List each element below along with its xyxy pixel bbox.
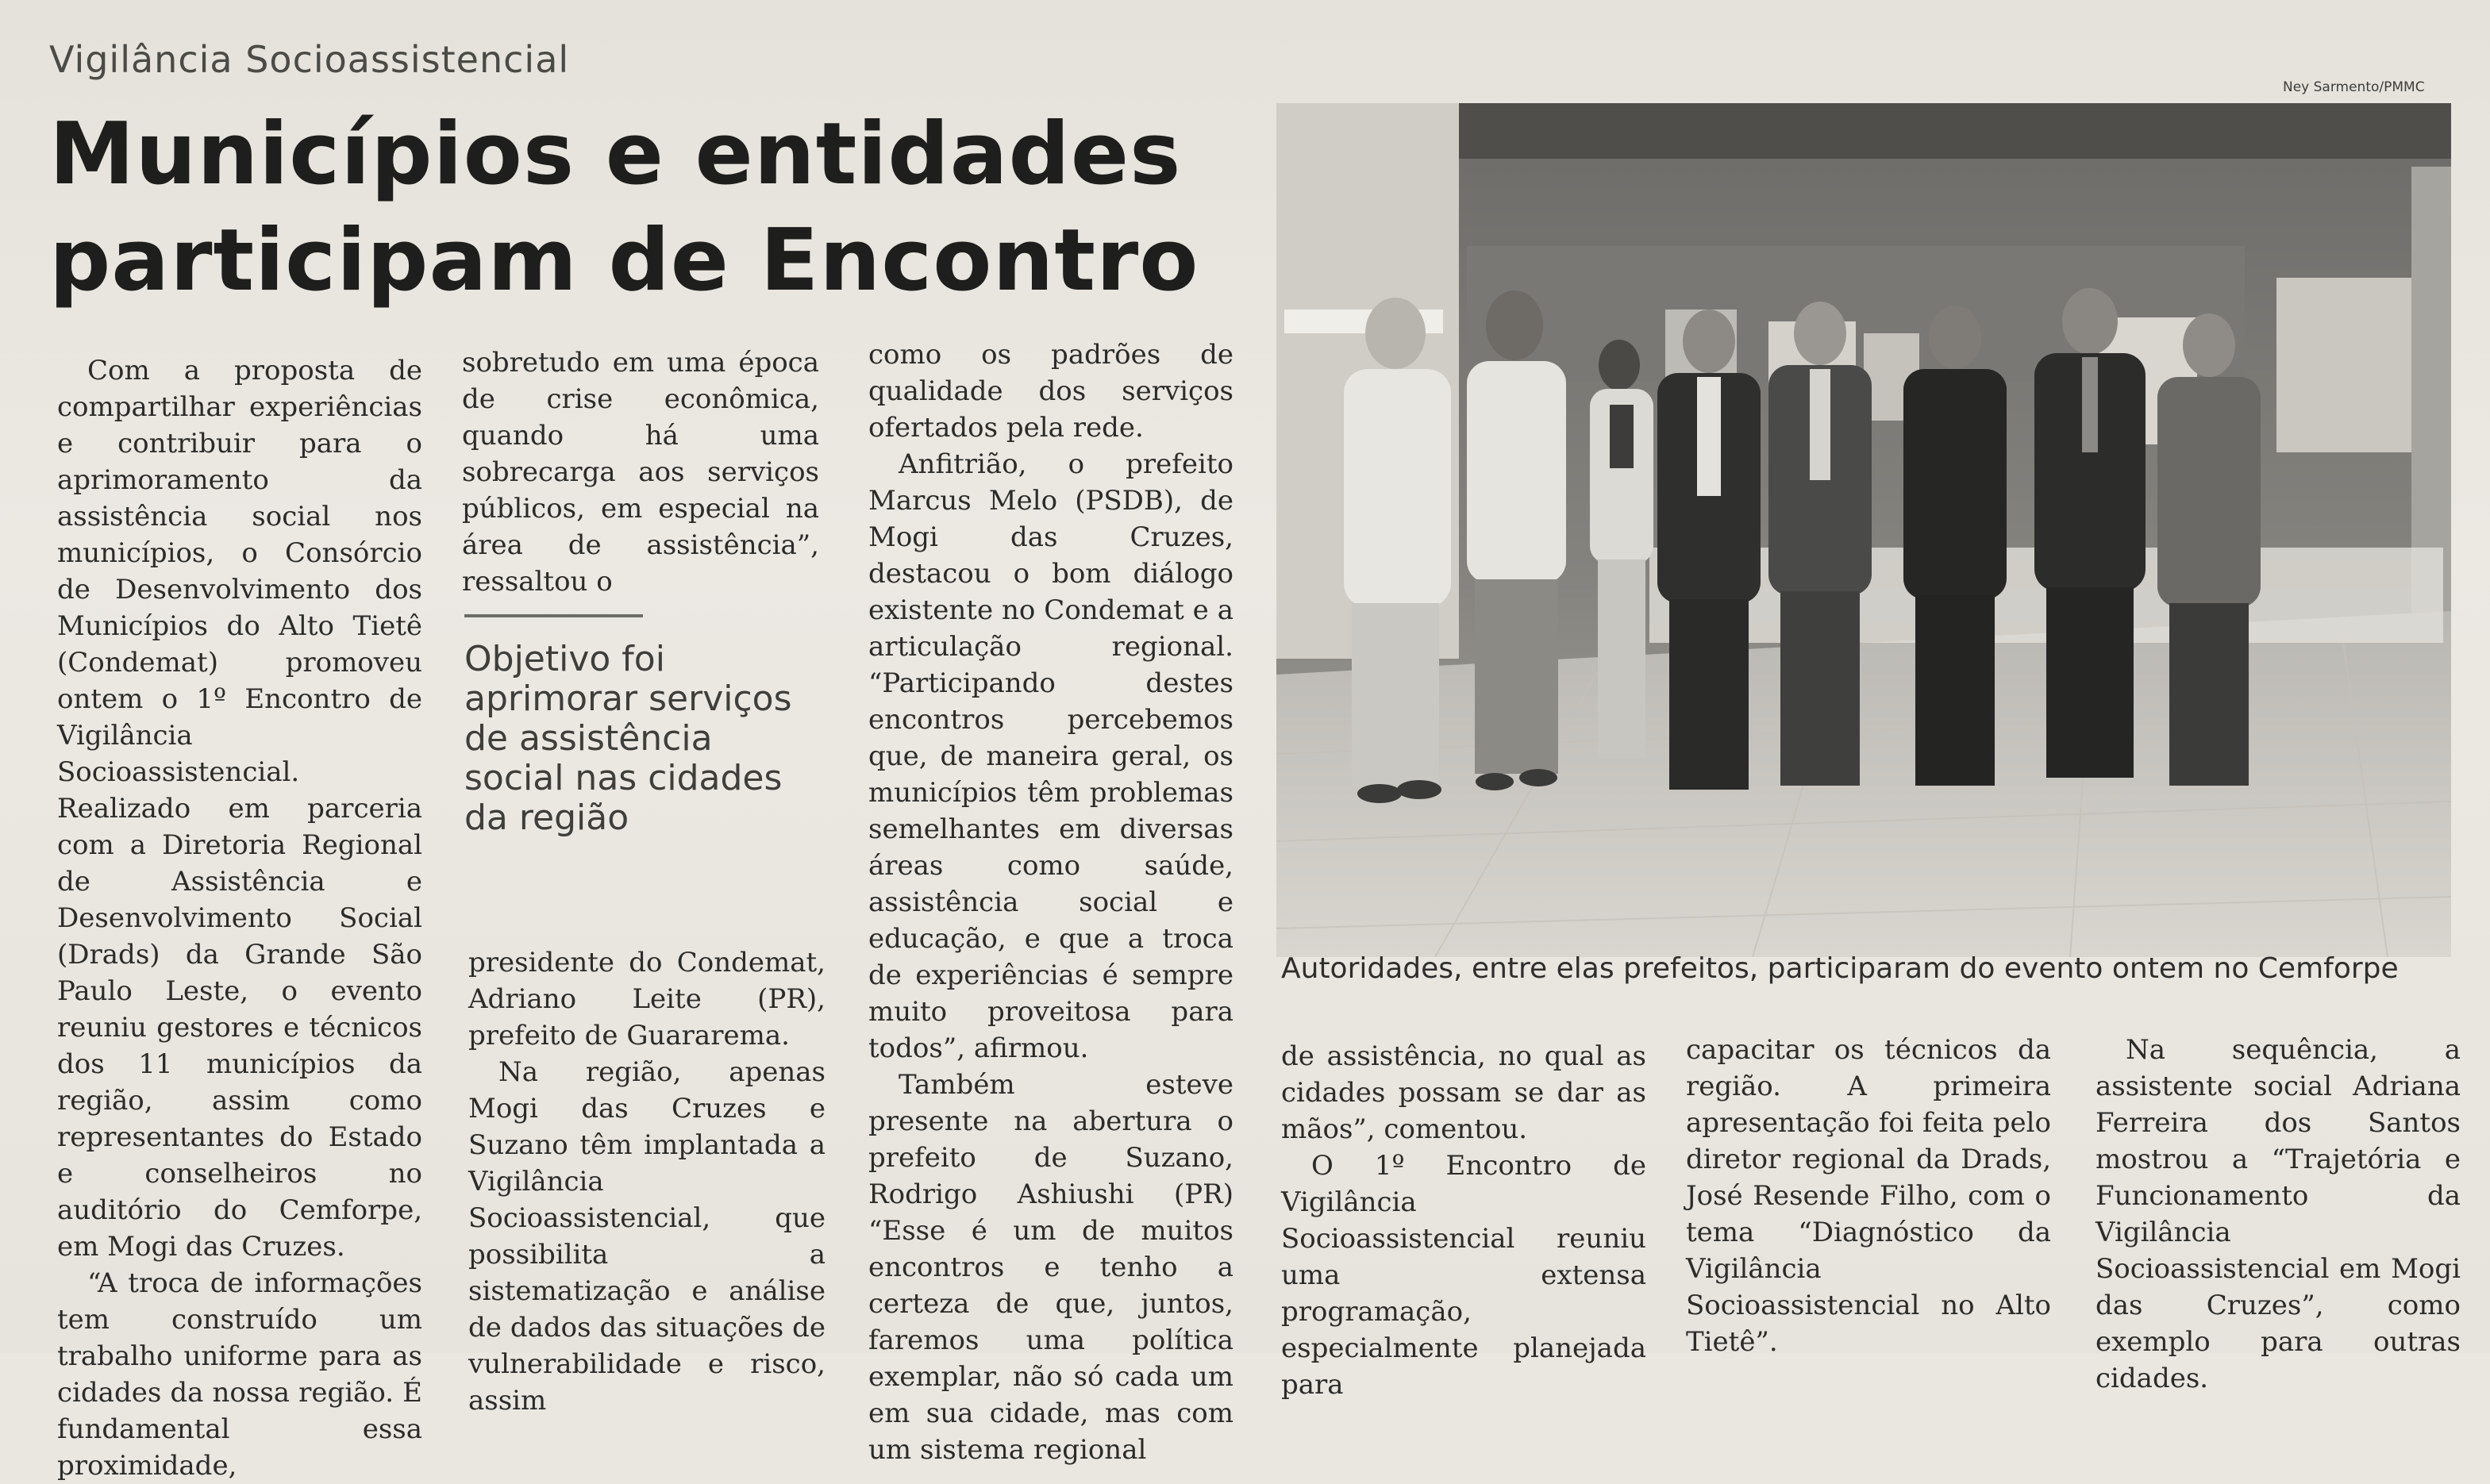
paragraph: presidente do Condemat, Adriano Leite (PR), prefeito de Guararema. — [468, 947, 826, 1051]
person-3 — [1590, 340, 1653, 758]
photo-caption: Autoridades, entre elas prefeitos, participaram do evento ontem no Cemforpe — [1281, 952, 2399, 985]
article-column-5 — [1686, 1032, 2051, 1360]
headline-line-2: participam de Encontro — [49, 211, 1199, 310]
section-kicker: Vigilância Socioassistencial — [49, 38, 570, 81]
headline — [49, 102, 1199, 314]
person-2 — [1467, 290, 1566, 790]
person-6 — [1903, 306, 2007, 786]
paragraph: “A troca de informações tem construído um trabalho uniforme para as cidades da nossa região. É fundamental essa proximidade, — [57, 1267, 422, 1482]
group-photo-illustration — [1276, 103, 2451, 957]
pullquote: Objetivo foi aprimorar serviços de assistência social nas cidades da região — [464, 639, 792, 838]
paragraph: Na sequência, a assistente social Adriana Ferreira dos Santos mostrou a “Trajetória e Funcionamento da Vigilância Socioassistencial em Mogi das Cruzes”, como exemplo para outras cidades. — [2096, 1034, 2461, 1394]
person-4 — [1657, 309, 1761, 790]
paragraph: Também esteve presente na abertura o prefeito de Suzano, Rodrigo Ashiushi (PR) “Esse é um de muitos encontros e tenho a certeza de que, juntos, faremos uma política exemplar, não só cada um em sua cidade, mas com um sistema regional — [868, 1069, 1233, 1466]
paragraph: sobretudo em uma época de crise econômica, quando há uma sobrecarga aos serviços públicos, em especial na área de assistência”, ressaltou o — [462, 347, 819, 598]
article-photo — [1276, 103, 2451, 957]
paragraph: de assistência, no qual as cidades possam se dar as mãos”, comentou. — [1281, 1040, 1646, 1145]
headline-line-1: Municípios e entidades — [49, 105, 1182, 204]
article-column-1 — [57, 352, 422, 1484]
paragraph: capacitar os técnicos da região. A primeira apresentação foi feita pelo diretor regional da Drads, José Resende Filho, com o tema “Diagnóstico da Vigilância Socioassistencial no Alto Tietê”. — [1686, 1034, 2051, 1358]
photo-credit: Ney Sarmento/PMMC — [2283, 79, 2425, 95]
article-column-2-bottom — [468, 944, 826, 1419]
paragraph: como os padrões de qualidade dos serviços ofertados pela rede. — [868, 339, 1233, 444]
person-7 — [2034, 288, 2146, 778]
article-column-3 — [868, 336, 1233, 1468]
article-column-2-top — [462, 344, 819, 600]
person-8 — [2157, 313, 2261, 786]
pullquote-rule — [464, 614, 643, 617]
person-1 — [1344, 298, 1451, 803]
article-column-4 — [1281, 1038, 1646, 1403]
person-5 — [1768, 302, 1872, 786]
paragraph: Anfitrião, o prefeito Marcus Melo (PSDB), de Mogi das Cruzes, destacou o bom diálogo existente no Condemat e a articulação regional. “Participando destes encontros percebemos que, de maneira geral, os municípios têm problemas semelhantes em diversas áreas como saúde, assistência social e educação, e que a troca de experiências é sempre muito proveitosa para todos”, afirmou. — [868, 448, 1233, 1064]
paragraph: Na região, apenas Mogi das Cruzes e Suzano têm implantada a Vigilância Socioassistencial, que possibilita a sistematização e análise de dados das situações de vulnerabilidade e risco, assim — [468, 1056, 826, 1417]
paragraph: Com a proposta de compartilhar experiências e contribuir para o aprimoramento da assistência social nos municípios, o Consórcio de Desenvolvimento dos Municípios do Alto Tietê (Condemat) promoveu ontem o 1º Encontro de Vigilância Socioassistencial. Realizado em parceria com a Diretoria Regional de Assistência e Desenvolvimento Social (Drads) da Grande São Paulo Leste, o evento reuniu gestores e técnicos dos 11 municípios da região, assim como representantes do Estado e conselheiros no auditório do Cemforpe, em Mogi das Cruzes. — [57, 355, 422, 1263]
article-column-6 — [2096, 1032, 2461, 1397]
paragraph: O 1º Encontro de Vigilância Socioassistencial reuniu uma extensa programação, especialmente planejada para — [1281, 1150, 1646, 1401]
